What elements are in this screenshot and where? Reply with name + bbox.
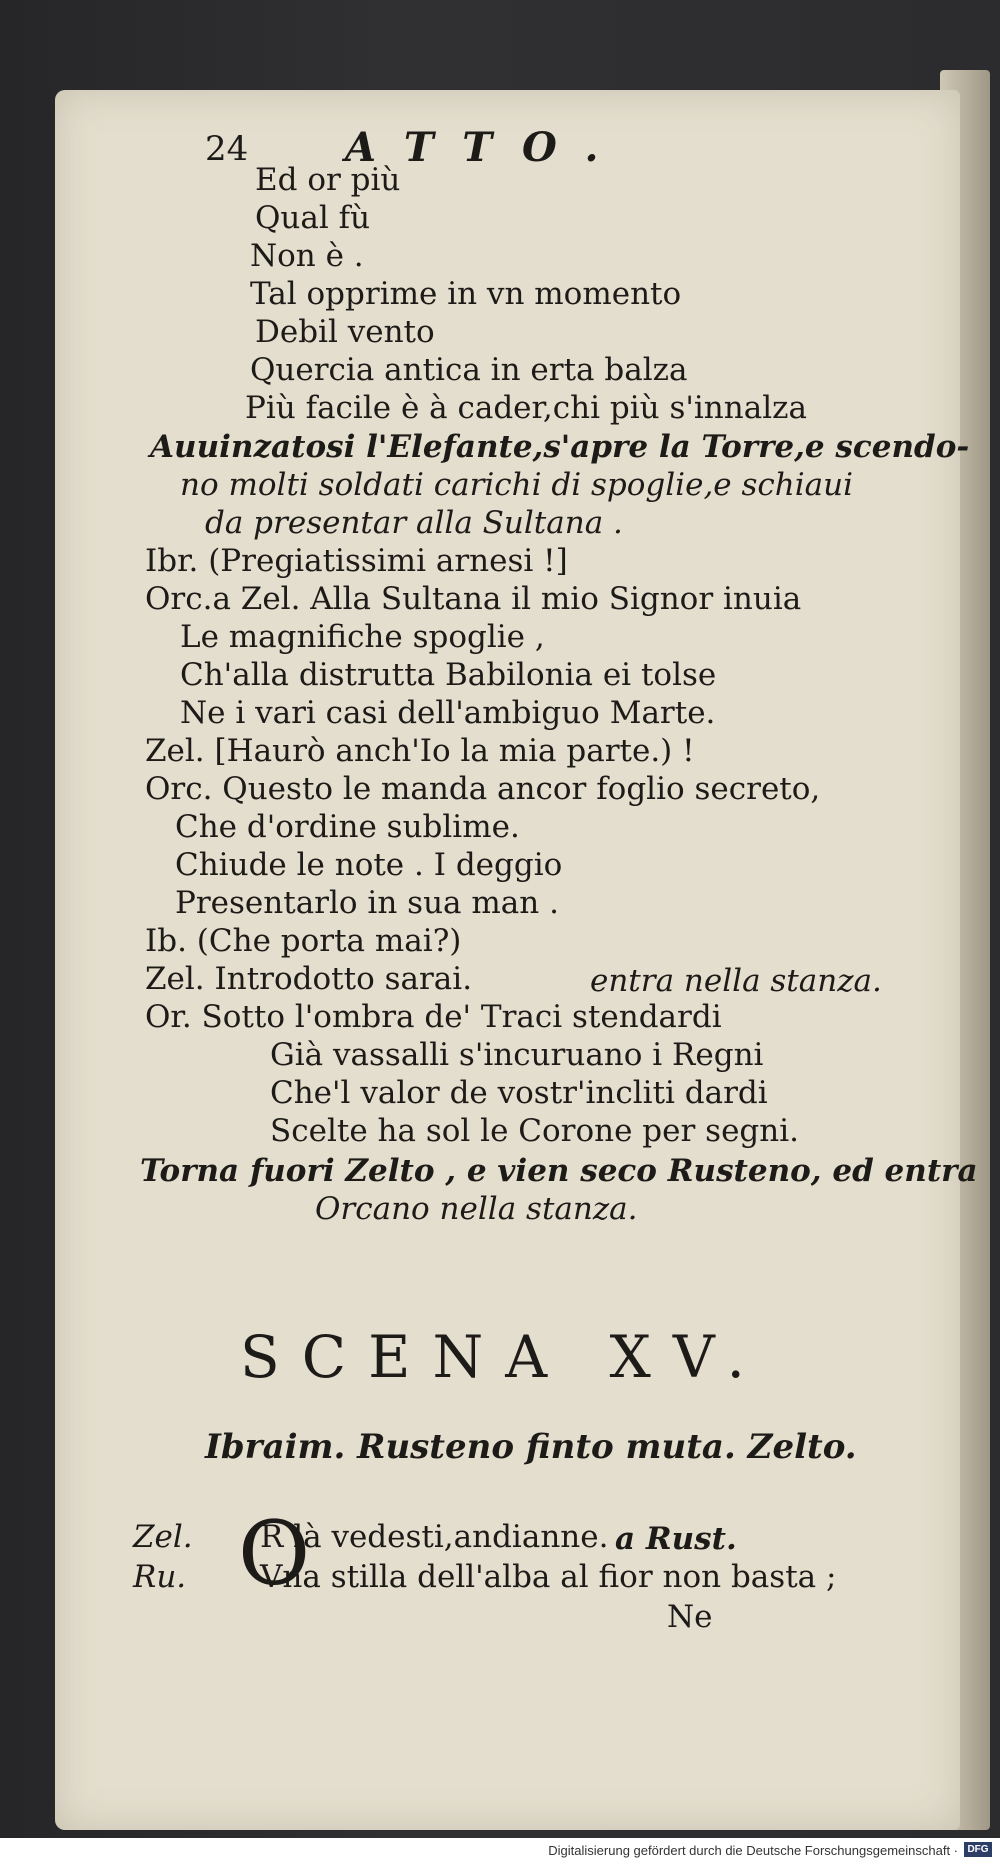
text-line: Ne i vari casi dell'ambiguo Marte. bbox=[180, 695, 716, 731]
text-line: Zel. [Haurò anch'Io la mia parte.) ! bbox=[145, 733, 695, 769]
text-line: Ed or più bbox=[255, 162, 401, 198]
text-line: Che'l valor de vostr'incliti dardi bbox=[270, 1075, 768, 1111]
stage-direction: Torna fuori Zelto , e vien seco Rusteno, ed entra bbox=[140, 1153, 978, 1189]
speaker-label: Zel. bbox=[133, 1519, 193, 1555]
text-line: Chiude le note . I deggio bbox=[175, 847, 563, 883]
drop-capital: O bbox=[238, 1502, 311, 1605]
stage-direction: da presentar alla Sultana . bbox=[205, 505, 623, 541]
text-line: Or. Sotto l'ombra de' Traci stendardi bbox=[145, 999, 722, 1035]
speaker-label: Ru. bbox=[133, 1559, 187, 1595]
text-line: Ch'alla distrutta Babilonia ei tolse bbox=[180, 657, 717, 693]
text-line: Più facile è à cader,chi più s'innalza bbox=[245, 390, 807, 426]
book-page bbox=[55, 90, 978, 1830]
text-line: Ibr. (Pregiatissimi arnesi !] bbox=[145, 543, 568, 579]
page-number: 24 bbox=[205, 129, 249, 169]
text-line: Presentarlo in sua man . bbox=[175, 885, 559, 921]
text-line: Quercia antica in erta balza bbox=[250, 352, 688, 388]
footer-bar bbox=[0, 1838, 1000, 1862]
running-title: ATTO. bbox=[345, 124, 629, 171]
stage-direction: a Rust. bbox=[615, 1521, 737, 1557]
footer-credit: Digitalisierung gefördert durch die Deutsche Forschungsgemeinschaft · bbox=[548, 1843, 958, 1858]
text-line: Scelte ha sol le Corone per segni. bbox=[270, 1113, 799, 1149]
text-line: Ib. (Che porta mai?) bbox=[145, 923, 462, 959]
scene-title: SCENA XV. bbox=[240, 1323, 767, 1391]
dfg-logo: DFG bbox=[964, 1842, 992, 1857]
text-line: Le magnifiche spoglie , bbox=[180, 619, 545, 655]
text-line: Non è . bbox=[250, 238, 364, 274]
text-line: Orc. Questo le manda ancor foglio secreto, bbox=[145, 771, 821, 807]
catchword: Ne bbox=[667, 1599, 713, 1635]
text-line: Debil vento bbox=[255, 314, 435, 350]
text-line: Tal opprime in vn momento bbox=[250, 276, 682, 312]
text-line: Che d'ordine sublime. bbox=[175, 809, 520, 845]
text-line: R là vedesti,andianne. bbox=[260, 1519, 609, 1555]
scene-persons: Ibraim. Rusteno finto muta. Zelto. bbox=[205, 1427, 857, 1467]
stage-direction: Orcano nella stanza. bbox=[315, 1191, 638, 1227]
text-line: Qual fù bbox=[255, 200, 371, 236]
text-line: Orc.a Zel. Alla Sultana il mio Signor inuia bbox=[145, 581, 802, 617]
text-line: Zel. Introdotto sarai. bbox=[145, 961, 473, 997]
stage-direction: no molti soldati carichi di spoglie,e schiaui bbox=[180, 467, 854, 503]
text-line: Vna stilla dell'alba al fior non basta ; bbox=[260, 1559, 837, 1595]
stage-direction: entra nella stanza. bbox=[590, 963, 882, 999]
stage-direction: Auuinzatosi l'Elefante,s'apre la Torre,e scendo- bbox=[150, 429, 970, 465]
text-line: Già vassalli s'incuruano i Regni bbox=[270, 1037, 764, 1073]
